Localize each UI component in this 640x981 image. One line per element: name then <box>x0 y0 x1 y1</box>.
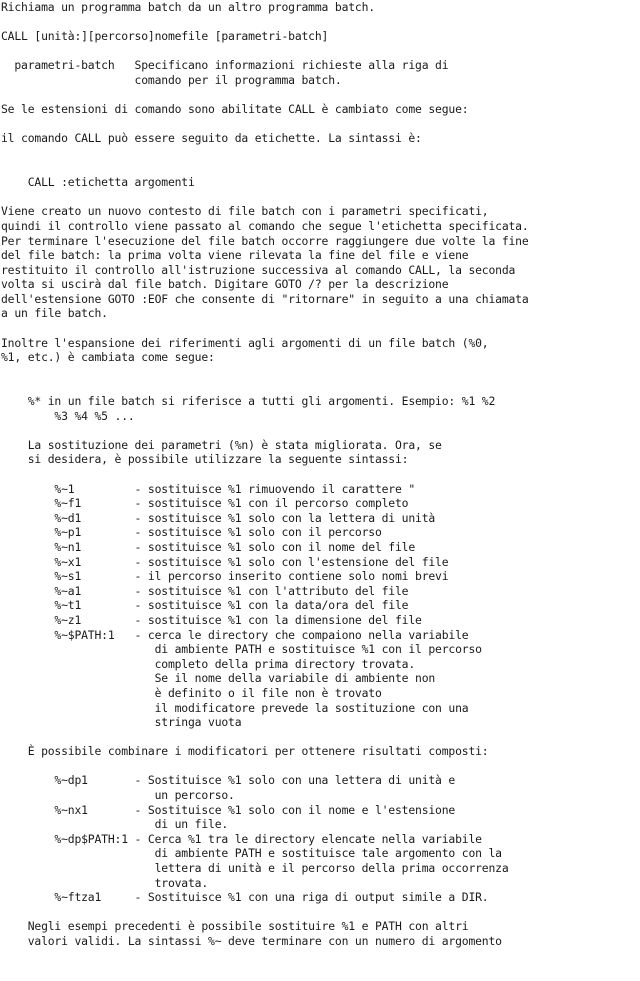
console-line: %~nx1 - Sostituisce %1 solo con il nome e l'estensione <box>1 802 456 817</box>
console-line: %~dp$PATH:1 - Cerca %1 tra le directory elencate nella variabile <box>1 831 482 846</box>
console-line <box>0 88 640 103</box>
console-line: è definito o il file non è trovato <box>1 685 382 700</box>
console-line: Se il nome della variabile di ambiente non <box>1 671 436 686</box>
console-line: di ambiente PATH e sostituisce %1 con il percorso <box>1 642 482 657</box>
console-line <box>0 161 640 176</box>
console-line <box>0 117 640 132</box>
console-line <box>0 44 640 59</box>
console-line: trovata. <box>1 875 209 890</box>
console-line: %~1 - sostituisce %1 rimuovendo il carattere " <box>1 481 416 496</box>
console-line: %~p1 - sostituisce %1 solo con il percorso <box>1 525 382 540</box>
console-line: %1, etc.) è cambiata come segue: <box>1 350 215 365</box>
console-line: %~a1 - sostituisce %1 con l'attributo del file <box>1 583 409 598</box>
console-line: %~x1 - sostituisce %1 solo con l'estensione del file <box>1 554 449 569</box>
console-line: il modificatore prevede la sostituzione con una <box>1 700 469 715</box>
console-line: di un file. <box>1 817 229 832</box>
console-line: %3 %4 %5 ... <box>1 408 135 423</box>
console-line: il comando CALL può essere seguito da etichette. La sintassi è: <box>1 131 422 146</box>
console-line: un percorso. <box>1 788 235 803</box>
console-line: %~n1 - sostituisce %1 solo con il nome del file <box>1 539 416 554</box>
console-line: quindi il controllo viene passato al comando che segue l'etichetta specificata. <box>1 218 529 233</box>
console-line: %~d1 - sostituisce %1 solo con la lettera di unità <box>1 510 436 525</box>
console-line <box>0 905 640 920</box>
console-line: Inoltre l'espansione dei riferimenti agli argomenti di un file batch (%0, <box>1 335 489 350</box>
console-line <box>0 321 640 336</box>
console-line: di ambiente PATH e sostituisce tale argomento con la <box>1 846 502 861</box>
console-line: completo della prima directory trovata. <box>1 656 416 671</box>
console-line <box>0 365 640 380</box>
console-line: %~s1 - il percorso inserito contiene solo nomi brevi <box>1 569 449 584</box>
console-line: %~z1 - sostituisce %1 con la dimensione del file <box>1 612 422 627</box>
console-line: dell'estensione GOTO :EOF che consente di "ritornare" in seguito a una chiamata <box>1 291 529 306</box>
console-line <box>0 379 640 394</box>
console-line <box>0 730 640 745</box>
console-line: volta si uscirà dal file batch. Digitare GOTO /? per la descrizione <box>1 277 449 292</box>
console-line: %~f1 - sostituisce %1 con il percorso completo <box>1 496 409 511</box>
console-line: CALL [unità:][percorso]nomefile [parametri-batch] <box>1 29 329 44</box>
console-line: restituito il controllo all'istruzione successiva al comando CALL, la seconda <box>1 262 516 277</box>
console-line: comando per il programma batch. <box>1 72 342 87</box>
console-line: parametri-batch Specificano informazioni richieste alla riga di <box>1 58 449 73</box>
console-line: stringa vuota <box>1 715 242 730</box>
console-line <box>0 759 640 774</box>
console-line: %~$PATH:1 - cerca le directory che compaiono nella variabile <box>1 627 469 642</box>
console-line: %* in un file batch si riferisce a tutti gli argomenti. Esempio: %1 %2 <box>1 394 496 409</box>
console-line <box>0 423 640 438</box>
console-line: del file batch: la prima volta viene rilevata la fine del file e viene <box>1 248 469 263</box>
console-line: %~t1 - sostituisce %1 con la data/ora del file <box>1 598 409 613</box>
console-line: Per terminare l'esecuzione del file batch occorre raggiungere due volte la fine <box>1 233 529 248</box>
console-line <box>0 190 640 205</box>
console-line: È possibile combinare i modificatori per ottenere risultati composti: <box>1 744 489 759</box>
console-line <box>0 146 640 161</box>
console-line: si desidera, è possibile utilizzare la seguente sintassi: <box>1 452 409 467</box>
console-line: Se le estensioni di comando sono abilitate CALL è cambiato come segue: <box>1 102 469 117</box>
console-line: CALL :etichetta argomenti <box>1 175 195 190</box>
console-line: Negli esempi precedenti è possibile sostituire %1 e PATH con altri <box>1 919 469 934</box>
console-line: %~dp1 - Sostituisce %1 solo con una lettera di unità e <box>1 773 456 788</box>
console-line: La sostituzione dei parametri (%n) è stata migliorata. Ora, se <box>1 437 442 452</box>
console-line: Viene creato un nuovo contesto di file batch con i parametri specificati, <box>1 204 489 219</box>
console-line <box>0 15 640 30</box>
console-line: lettera di unità e il percorso della prima occorrenza <box>1 861 509 876</box>
console-line: Richiama un programma batch da un altro programma batch. <box>1 0 375 14</box>
console-line: %~ftza1 - Sostituisce %1 con una riga di output simile a DIR. <box>1 890 489 905</box>
console-line: valori validi. La sintassi %~ deve terminare con un numero di argomento <box>1 934 502 948</box>
console-line: a un file batch. <box>1 306 108 321</box>
console-line <box>0 467 640 482</box>
